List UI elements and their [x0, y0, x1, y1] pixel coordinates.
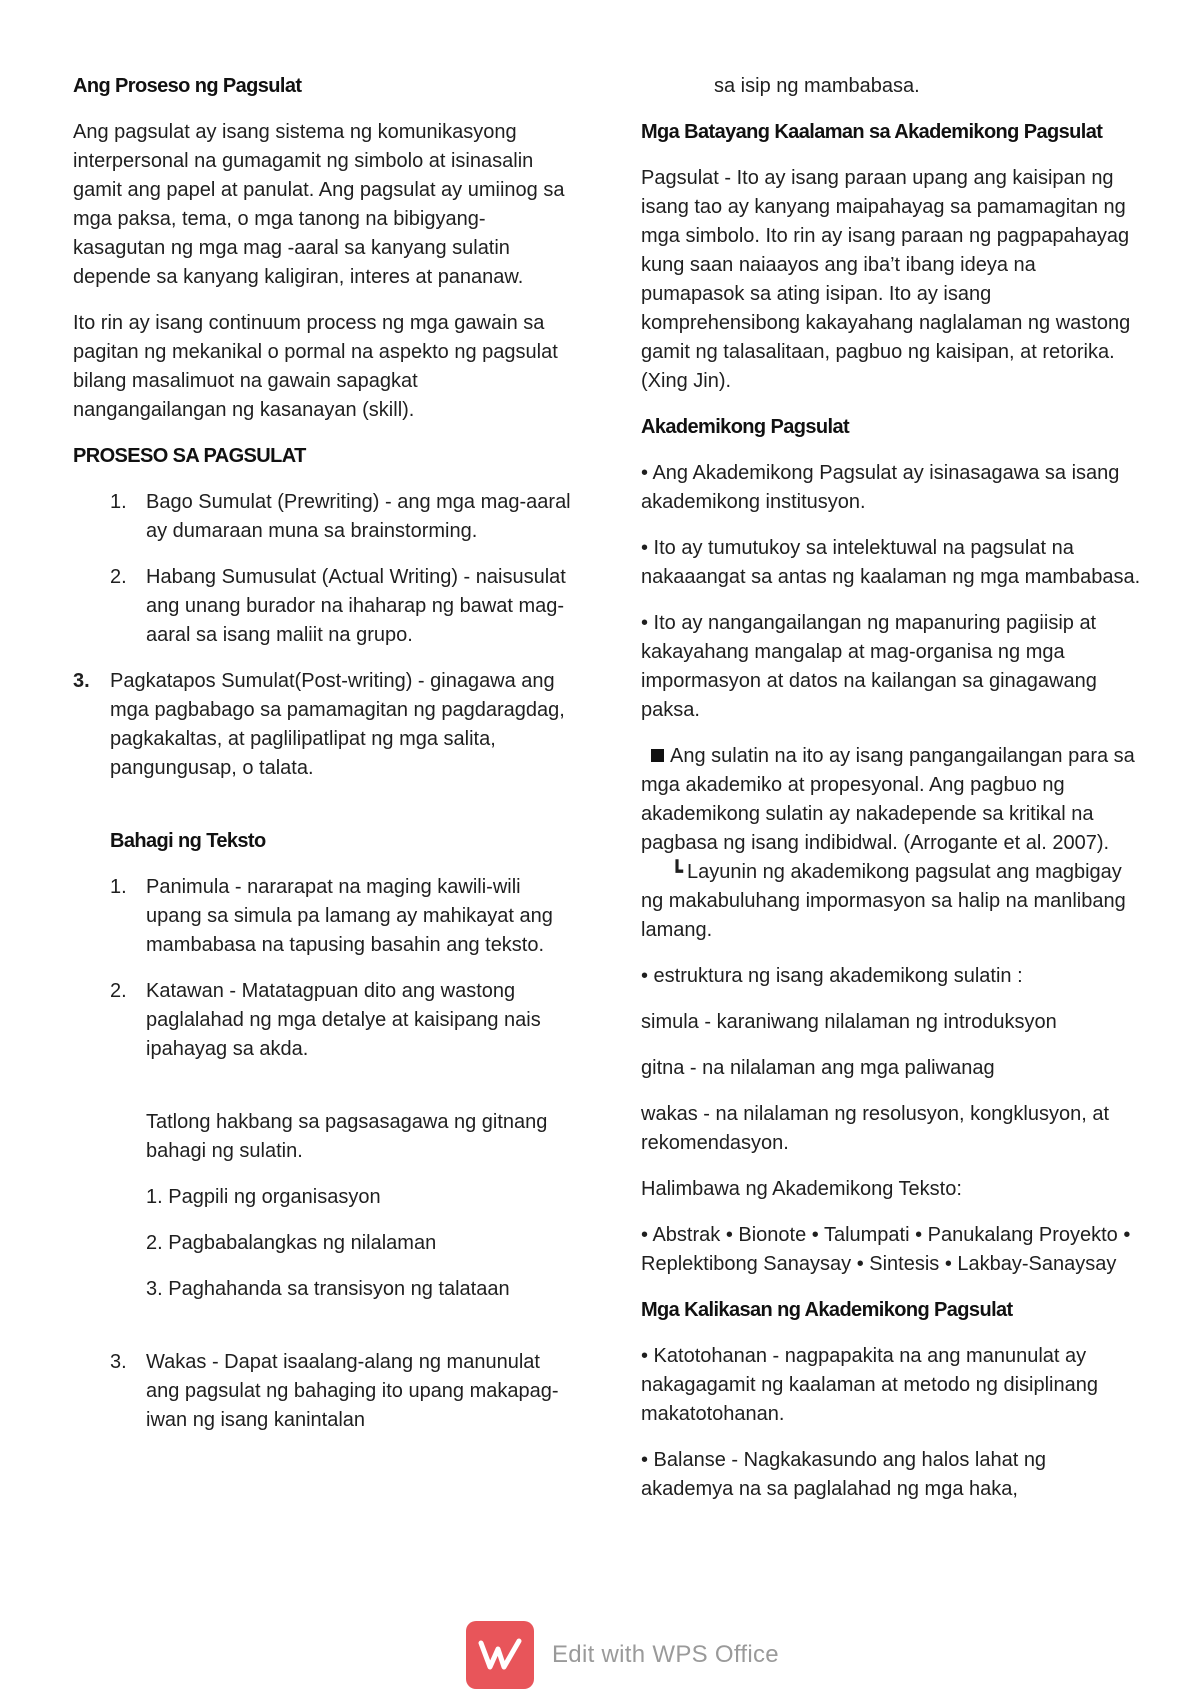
corner-bracket-icon: ┗: [671, 861, 684, 883]
list-item-text: Wakas - Dapat isaalang-alang ng manunulat ang pagsulat ng bahaging ito upang makapag-iwan ng isang kanintalan: [146, 1351, 559, 1431]
hakbang-item: 1. Pagpili ng organisasyon: [146, 1186, 381, 1208]
bahagi-list-item: [73, 977, 573, 1064]
wps-w-glyph-icon: [478, 1637, 522, 1673]
square-bullet-paragraph: [641, 742, 1141, 945]
bullet-item: • Ito ay tumutukoy sa intelektuwal na pagsulat na nakaaangat sa antas ng kaalaman ng mga mambabasa.: [641, 537, 1141, 588]
section-title-bahagi-ng-teksto: Bahagi ng Teksto: [110, 830, 266, 852]
paragraph-continuum: Ito rin ay isang continuum process ng mga gawain sa pagitan ng mekanikal o pormal na aspekto ng pagsulat bilang masalimuot na gawain sapagkat nangangailangan ng kasanayan (skill).: [73, 312, 558, 421]
wps-edit-link[interactable]: Edit with WPS Office: [552, 1641, 779, 1668]
bahagi-list-item: [73, 873, 573, 960]
list-item-text: Bago Sumulat (Prewriting) - ang mga mag-aaral ay dumaraan muna sa brainstorming.: [146, 491, 571, 542]
proseso-list-item: [73, 667, 573, 783]
bullet-estruktura: • estruktura ng isang akademikong sulatin :: [641, 965, 1023, 987]
list-number: 1.: [110, 876, 127, 898]
paragraph-pagsulat-definition: Pagsulat - Ito ay isang paraan upang ang kaisipan ng isang tao ay kanyang maipahayag sa pamamagitan ng mga simbolo. Ito rin ay isang paraan ng pagpapahayag kung saan naiaayos ang iba’t ibang ideya na pumapasok sa ating isipan. Ito ay isang komprehensibong kakayahang naglalaman ng wastong gamit ng talasalitaan, pagbuo ng kaisipan, at retorika. (Xing Jin).: [641, 167, 1131, 392]
wps-logo-icon[interactable]: [466, 1621, 534, 1689]
right-column: [641, 72, 1141, 1504]
bullet-item: • Ito ay nangangailangan ng mapanuring pagiisip at kakayahang mangalap at mag-organisa ng mga impormasyon at datos na kailangan sa ginagawang paksa.: [641, 612, 1097, 721]
list-number: 1.: [110, 491, 127, 513]
estruktura-gitna: gitna - na nilalaman ang mga paliwanag: [641, 1057, 995, 1079]
square-bullet-text-b: Layunin ng akademikong pagsulat ang magbigay ng makabuluhang impormasyon sa halip na manlibang lamang.: [641, 861, 1126, 941]
list-number: 3.: [73, 670, 90, 692]
list-number: 2.: [110, 566, 127, 588]
bullet-item: • Katotohanan - nagpapakita na ang manunulat ay nakagagamit ng kaalaman at metodo ng disiplinang makatotohanan.: [641, 1345, 1098, 1425]
list-number: 3.: [110, 1351, 127, 1373]
proseso-list-item: [73, 488, 573, 546]
halimbawa-list: • Abstrak • Bionote • Talumpati • Panukalang Proyekto • Replektibong Sanaysay • Sintesis • Lakbay-Sanaysay: [641, 1224, 1131, 1275]
continued-text: sa isip ng mambabasa.: [714, 75, 920, 97]
square-bullet-icon: [651, 749, 664, 762]
square-bullet-text-a: Ang sulatin na ito ay isang pangangailangan para sa mga akademiko at propesyonal. Ang pagbuo ng akademikong sulatin ay nakadepende sa kritikal na pagbasa ng isang indibidwal. (Arrogante et al. 2007).: [641, 745, 1135, 854]
bahagi-list-item-wakas: [73, 1348, 573, 1435]
tatlong-hakbang-intro: Tatlong hakbang sa pagsasagawa ng gitnang bahagi ng sulatin.: [146, 1111, 548, 1162]
hakbang-item: 3. Paghahanda sa transisyon ng talataan: [146, 1278, 510, 1300]
section-title-kalikasan: Mga Kalikasan ng Akademikong Pagsulat: [641, 1299, 1013, 1321]
proseso-list-item: [73, 563, 573, 650]
estruktura-simula: simula - karaniwang nilalaman ng introduksyon: [641, 1011, 1057, 1033]
estruktura-wakas: wakas - na nilalaman ng resolusyon, kongklusyon, at rekomendasyon.: [641, 1103, 1110, 1154]
halimbawa-heading: Halimbawa ng Akademikong Teksto:: [641, 1178, 962, 1200]
section-title-batayang-kaalaman: Mga Batayang Kaalaman sa Akademikong Pagsulat: [641, 121, 1103, 143]
left-column: [73, 72, 573, 1435]
section-title-proseso-sa-pagsulat: PROSESO SA PAGSULAT: [73, 445, 306, 467]
bullet-item: • Ang Akademikong Pagsulat ay isinasagawa sa isang akademikong institusyon.: [641, 462, 1120, 513]
section-title-akademikong-pagsulat: Akademikong Pagsulat: [641, 416, 850, 438]
list-item-text: Katawan - Matatagpuan dito ang wastong paglalahad ng mga detalye at kaisipang nais ipahayag sa akda.: [146, 980, 541, 1060]
wps-footer[interactable]: [466, 1621, 826, 1689]
list-item-text: Panimula - nararapat na maging kawili-wili upang sa simula pa lamang ay mahikayat ang mambabasa na tapusing basahin ang teksto.: [146, 876, 553, 956]
list-number: 2.: [110, 980, 127, 1002]
section-title-proseso-ng-pagsulat: Ang Proseso ng Pagsulat: [73, 75, 302, 97]
list-item-text: Pagkatapos Sumulat(Post-writing) - ginagawa ang mga pagbabago sa pamamagitan ng pagdaragdag, pagkakaltas, at paglilipatlipat ng mga salita, pangungusap, o talata.: [110, 670, 565, 779]
hakbang-item: 2. Pagbabalangkas ng nilalaman: [146, 1232, 437, 1254]
paragraph-definition: Ang pagsulat ay isang sistema ng komunikasyong interpersonal na gumagamit ng simbolo at isinasalin gamit ang papel at panulat. Ang pagsulat ay umiinog sa mga paksa, tema, o mga tanong na bibigyang-kasagutan ng mga mag -aaral sa kanyang sulatin depende sa kanyang kaligiran, interes at pananaw.: [73, 121, 565, 288]
bullet-item: • Balanse - Nagkakasundo ang halos lahat ng akademya na sa paglalahad ng mga haka,: [641, 1449, 1047, 1500]
list-item-text: Habang Sumusulat (Actual Writing) - naisusulat ang unang burador na ihaharap ng bawat mag-aaral sa isang maliit na grupo.: [146, 566, 566, 646]
